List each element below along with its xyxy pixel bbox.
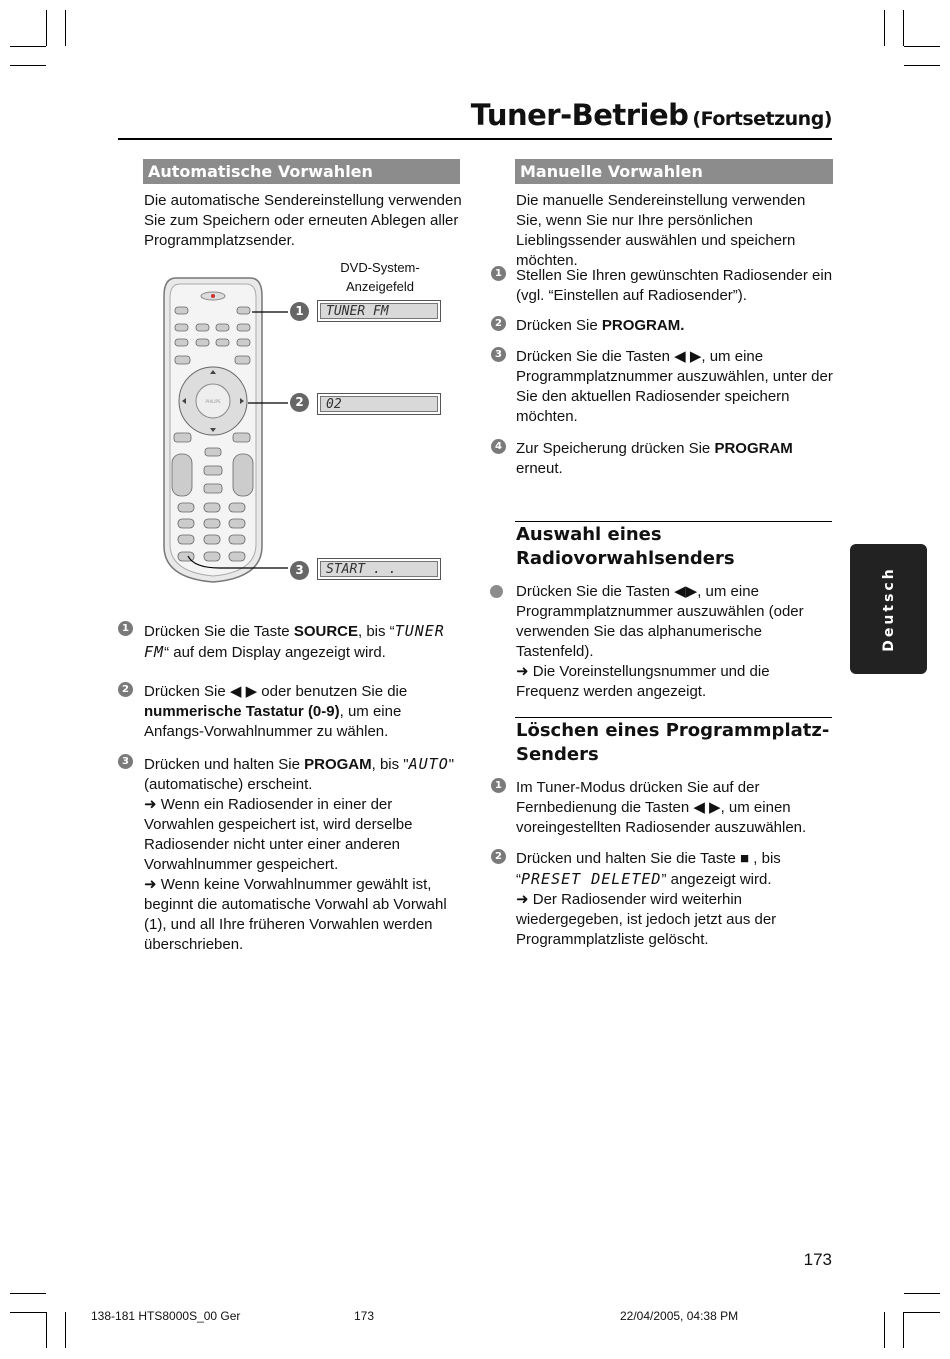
manual-step-1: Stellen Sie Ihren gewünschten Radiosender ein (vgl. “Einstellen auf Radiosender”).	[516, 267, 833, 304]
crop-mark	[904, 1312, 940, 1313]
manual-step-4: Zur Speicherung drücken Sie PROGRAM erneut.	[516, 440, 793, 477]
auto-step-3: Drücken und halten Sie PROGAM, bis "AUTO" (automatische) erscheint. ➜ Wenn ein Radiosender in einer der Vorwahlen gespeichert ist, wird derselbe Radiosender nicht unter einer anderen Vorwahlnummer gespeichert. ➜ Wenn keine Vorwahlnummer gewählt ist, beginnt die automatische Vorwahl ab Vorwahl (1), und all Ihre früheren Vorwahlen werden überschrieben.	[144, 754, 462, 955]
crop-mark	[46, 10, 47, 46]
display-caption: DVD-System- Anzeigefeld	[340, 260, 420, 294]
crop-mark	[903, 10, 904, 46]
footer-date: 22/04/2005, 04:38 PM	[620, 1309, 739, 1323]
remote-brand: PHILIPS	[205, 399, 221, 404]
page-number: 173	[803, 1250, 832, 1269]
section-title-auto: Automatische Vorwahlen	[143, 159, 460, 184]
crop-mark	[904, 65, 940, 66]
manual-intro: Die manuelle Sendereinstellung verwenden Sie, wenn Sie nur Ihre persönlichen Lieblingssender auswählen und speichern möchten.	[516, 192, 806, 269]
step-number: 2	[491, 316, 506, 331]
crop-mark	[10, 1293, 46, 1294]
callout-1: 1	[290, 302, 309, 321]
crop-mark	[65, 1312, 66, 1348]
select-preset-note: ➜ Die Voreinstellungsnummer und die Frequenz werden angezeigt.	[516, 663, 770, 700]
delete-step-2: Drücken und halten Sie die Taste ■ , bis “PRESET DELETED” angezeigt wird. ➜ Der Radiosender wird weiterhin wiedergegeben, ist jedoch jetzt aus der Programmplatzliste gelöscht.	[516, 849, 834, 950]
bullet	[490, 585, 503, 598]
delete-step-2-note: ➜ Der Radiosender wird weiterhin wiedergegeben, ist jedoch jetzt aus der Programmplatzliste gelöscht.	[516, 891, 777, 948]
display-preset-number: 02	[317, 393, 441, 415]
crop-mark	[46, 1312, 47, 1348]
step-number: 1	[491, 266, 506, 281]
step-number: 3	[118, 754, 133, 769]
select-preset-heading: Auswahl eines Radiovorwahlsenders	[516, 524, 735, 569]
crop-mark	[10, 1312, 46, 1313]
crop-mark	[903, 1312, 904, 1348]
page-subtitle: (Fortsetzung)	[692, 108, 832, 130]
delete-preset-heading: Löschen eines Programmplatz- Senders	[516, 720, 830, 765]
auto-step-3-note-2: ➜ Wenn keine Vorwahlnummer gewählt ist, beginnt die automatische Vorwahl ab Vorwahl (1), und all Ihre früheren Vorwahlen werden überschrieben.	[144, 876, 447, 953]
footer-file: 138-181 HTS8000S_00 Ger	[91, 1309, 241, 1323]
auto-step-3-note-1: ➜ Wenn ein Radiosender in einer der Vorwahlen gespeichert ist, wird derselbe Radiosender nicht unter einer anderen Vorwahlnummer gespeichert.	[144, 796, 413, 873]
select-preset-text: Drücken Sie die Tasten ◀▶, um eine Programmplatznummer auszuwählen (oder verwenden Sie das alphanumerische Tastenfeld). ➜ Die Voreinstellungsnummer und die Frequenz werden angezeigt.	[516, 582, 834, 702]
step-number: 2	[118, 682, 133, 697]
step-number: 2	[491, 849, 506, 864]
section-rule	[515, 521, 832, 522]
callout-2: 2	[290, 393, 309, 412]
auto-intro: Die automatische Sendereinstellung verwenden Sie zum Speichern oder erneuten Ablegen aller Programmplatzsender.	[144, 192, 462, 249]
section-title-manual: Manuelle Vorwahlen	[515, 159, 833, 184]
callout-3: 3	[290, 561, 309, 580]
crop-mark	[10, 46, 46, 47]
auto-step-1: Drücken Sie die Taste SOURCE, bis “TUNER FM“ auf dem Display angezeigt wird.	[144, 622, 445, 661]
display-start: START . .	[317, 558, 441, 580]
crop-mark	[10, 65, 46, 66]
step-number: 3	[491, 347, 506, 362]
language-tab: Deutsch	[850, 544, 927, 674]
title-rule	[118, 138, 832, 140]
callout-lines	[180, 300, 320, 590]
delete-step-1: Im Tuner-Modus drücken Sie auf der Fernbedienung die Tasten ◀ ▶, um einen voreingestellten Radiosender auszuwählen.	[516, 779, 807, 836]
step-number: 1	[118, 621, 133, 636]
crop-mark	[65, 10, 66, 46]
crop-mark	[884, 1312, 885, 1348]
step-number: 4	[491, 439, 506, 454]
display-tuner-fm: TUNER FM	[317, 300, 441, 322]
manual-step-2: Drücken Sie PROGRAM.	[516, 317, 685, 334]
auto-step-2: Drücken Sie ◀ ▶ oder benutzen Sie die nummerische Tastatur (0-9), um eine Anfangs-Vorwahlnummer zu wählen.	[144, 683, 408, 740]
step-number: 1	[491, 778, 506, 793]
crop-mark	[904, 1293, 940, 1294]
manual-step-3: Drücken Sie die Tasten ◀ ▶, um eine Programmplatznummer auszuwählen, unter der Sie den aktuellen Radiosender speichern möchten.	[516, 348, 833, 425]
section-rule	[515, 717, 832, 718]
crop-mark	[904, 46, 940, 47]
footer-page: 173	[354, 1309, 375, 1323]
crop-mark	[884, 10, 885, 46]
page-title: Tuner-Betrieb (Fortsetzung)	[470, 98, 832, 132]
